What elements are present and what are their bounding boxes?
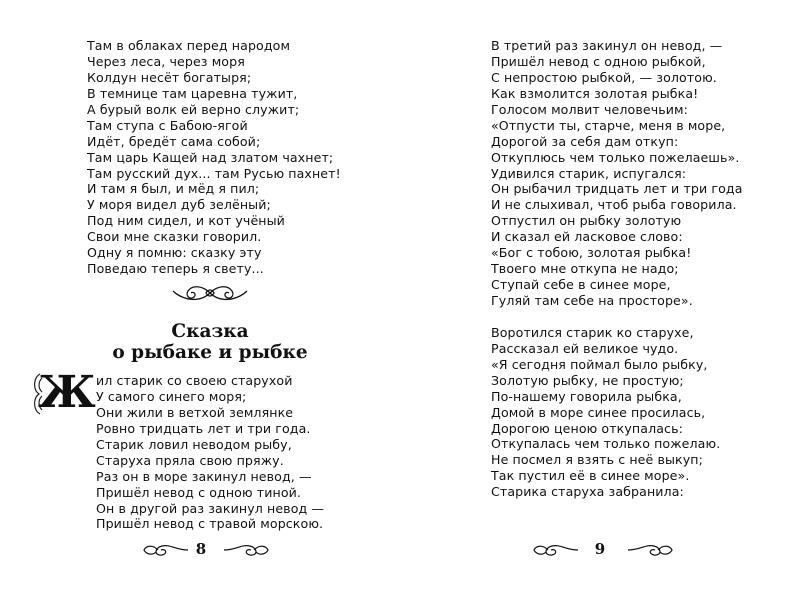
verse-line: «Я сегодня поймал было рыбку, [491,356,708,372]
verse-story [96,373,324,532]
verse-line: Золотую рыбку, не простую; [491,372,684,388]
verse-line: «Отпусти ты, старче, меня в море, [491,117,726,133]
verse-line: Не посмел я взять с неё выкуп; [491,452,703,468]
verse-line: А бурый волк ей верно служит; [87,101,300,117]
verse-line: Пришёл невод с одною рыбкой, [491,53,706,69]
page-footer-right [400,538,800,562]
verse-line: Откуплюсь чем только пожелаешь». [491,149,740,165]
verse-line: Пришёл невод с травой морскою. [96,516,324,532]
verse-line: Ровно тридцать лет и три года. [96,420,311,436]
verse-line: У моря видел дуб зелёный; [87,197,271,213]
verse-line: И не слыхивал, чтоб рыба говорила. [491,197,737,213]
verse-line: В темнице там царевна тужит, [87,85,298,101]
verse-line: Рассказал ей великое чудо. [491,340,679,356]
page-number: 9 [594,540,606,558]
page-footer-left [0,538,400,562]
page-number: 8 [195,540,207,558]
verse-right [491,38,743,500]
swirl-right-icon [222,540,270,560]
verse-line: Там русский дух... там Русью пахнет! [87,165,341,181]
drop-cap: Ж [38,367,96,418]
verse-line: ил старик со своею старухой [96,373,293,388]
verse-line: И сказал ей ласковое слово: [491,229,683,245]
verse-line: Воротился старик ко старухе, [491,324,694,340]
verse-line: Так пустил её в синее море». [491,468,690,484]
verse-line: Свои мне сказки говорил. [87,229,262,245]
verse-line: Там в облаках перед народом [87,38,291,53]
verse-line: Он рыбачил тридцать лет и три года [491,181,743,197]
verse-line: Ступай себе в синее море, [491,277,671,293]
verse-line: Отпустил он рыбку золотую [491,213,682,229]
verse-line: И там я был, и мёд я пил; [87,181,260,197]
verse-line: Голосом молвит человечьим: [491,101,688,117]
verse-line: В третий раз закинул он невод, — [491,38,723,53]
verse-line: Поведаю теперь я свету... [87,261,264,277]
verse-line: Откупалась чем только пожелаю. [491,436,721,452]
verse-line: Домой в море синее просилась, [491,404,706,420]
verse-line: Он в другой раз закинул невод — [96,500,325,516]
verse-line: Раз он в море закинул невод, — [96,468,312,484]
verse-line: У самого синего моря; [96,388,247,404]
scroll-flourish-icon [172,282,248,304]
verse-line: Пришёл невод с одною тиной. [96,484,302,500]
verse-line: Старик ловил неводом рыбу, [96,436,292,452]
story-title-line2: о рыбаке и рыбке [112,342,308,363]
verse-line: Как взмолится золотая рыбка! [491,85,699,101]
verse-line: Там царь Кащей над златом чахнет; [87,149,334,165]
story-title-line1: Сказка [171,321,249,342]
verse-line: С непростою рыбкой, — золотою. [491,69,717,85]
verse-line: По-нашему говорила рыбка, [491,388,682,404]
verse-line: Удивился старик, испугался: [491,165,687,181]
verse-line: Через леса, через моря [87,53,245,69]
verse-line: Дорогой за себя дам откуп: [491,133,679,149]
stanza-break [491,309,743,325]
verse-line: Гуляй там себе на просторе». [491,293,693,308]
verse-line: Старуха пряла свою пряжу. [96,452,284,468]
swirl-left-icon [142,540,190,560]
verse-line: Колдун несёт богатыря; [87,69,252,85]
verse-top [87,38,341,277]
verse-line: Они жили в ветхой землянке [96,404,294,420]
verse-line: Под ним сидел, и кот учёный [87,213,285,229]
verse-line: Дорогою ценою откупалась: [491,420,683,436]
swirl-left-icon [532,540,580,560]
verse-line: «Бог с тобою, золотая рыбка! [491,245,692,261]
verse-line: Идёт, бредёт сама собой; [87,133,261,149]
verse-line: Твоего мне откупа не надо; [491,261,679,277]
verse-line: Одну я помню: сказку эту [87,245,262,261]
verse-line: Там ступа с Бабою-ягой [87,117,248,133]
verse-line: Старика старуха забранила: [491,484,684,500]
swirl-right-icon [626,540,674,560]
